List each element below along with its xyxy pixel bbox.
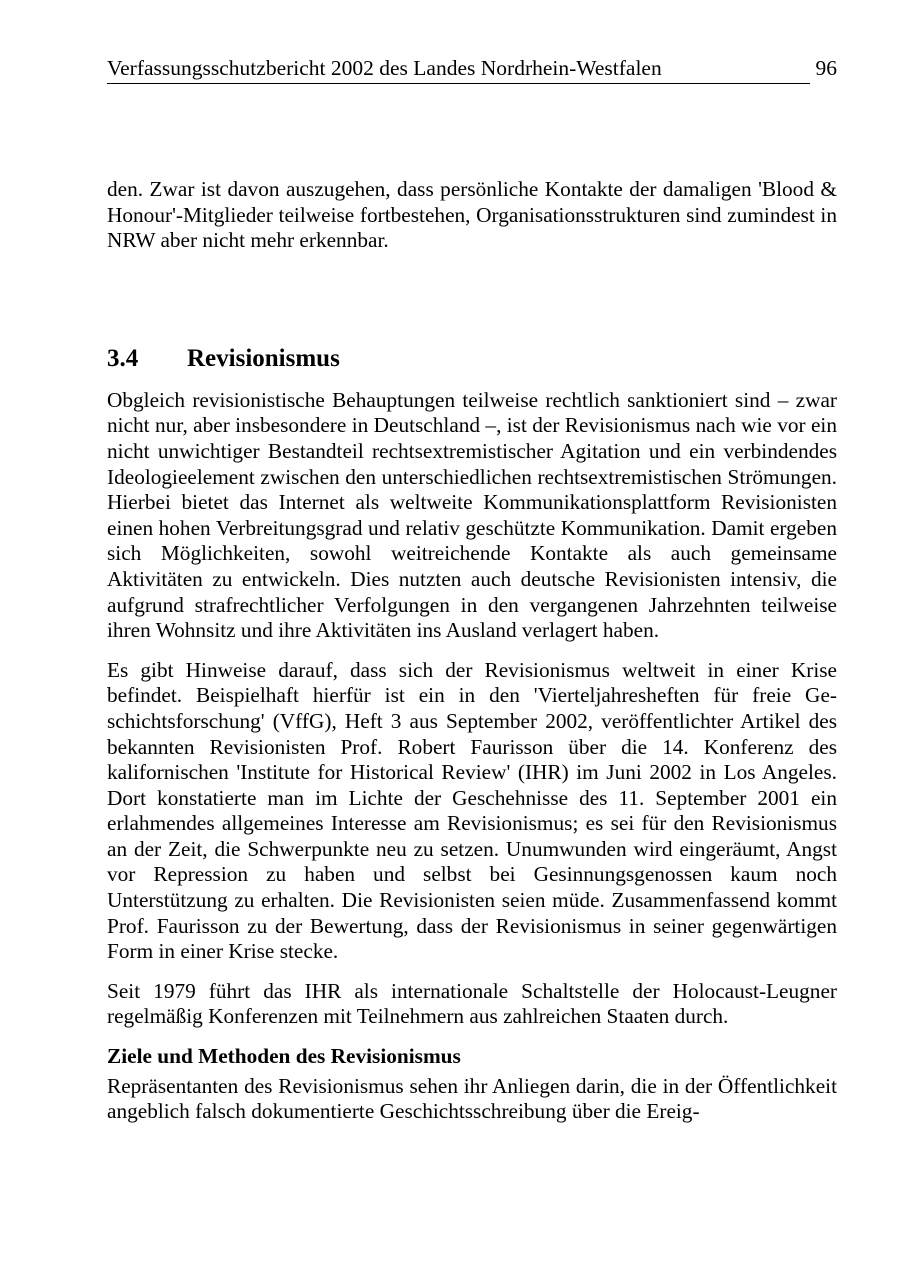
- body-paragraph-2: Es gibt Hinweise darauf, dass sich der Revisionismus weltweit in einer Krise befindet. Beispielhaft hierfür ist ein in den 'Vierteljahresheften für freie Geschichtsforschung' (VffG), Heft 3 aus September 2002, veröffentlichter Artikel des bekannten Revisionisten Prof. Robert Faurisson über die 14. Konferenz des kalifornischen 'Institute for Historical Review' (IHR) im Juni 2002 in Los Angeles. Dort konstatierte man im Lichte der Geschehnisse des 11. September 2001 ein erlahmendes allgemeines Interesse am Revisionismus; es sei für den Revisionismus an der Zeit, die Schwerpunkte neu zu setzen. Unumwunden wird eingeräumt, Angst vor Repression zu haben und selbst bei Gesinnungsgenossen kaum noch Unterstützung zu erhalten. Die Revisionisten seien müde. Zusammenfassend kommt Prof. Faurisson zu der Bewertung, dass der Revisionismus in seiner gegenwärtigen Form in einer Krise stecke.: [107, 657, 837, 964]
- section-title: Revisionismus: [187, 344, 340, 372]
- body-paragraph-4: Repräsentanten des Revisionismus sehen ihr Anliegen darin, die in der Öffentlichkeit angeblich falsch dokumentierte Geschichtsschreibung über die Ereig-: [107, 1073, 837, 1124]
- page-header: [107, 52, 837, 84]
- section-number: 3.4: [107, 344, 139, 372]
- running-header-title: Verfassungsschutzbericht 2002 des Landes Nordrhein-Westfalen: [107, 55, 810, 84]
- body-paragraph-1: Obgleich revisionistische Behauptungen teilweise rechtlich sanktioniert sind – zwar nicht nur, aber insbesondere in Deutschland –, ist der Revisionismus nach wie vor ein nicht unwichtiger Bestandteil rechtsextremistischer Agitation und ein verbindendes Ideologieelement zwischen den unterschiedlichen rechtsextremistischen Strömungen. Hierbei bietet das Internet als weltweite Kommunikationsplattform Revisionisten einen hohen Verbreitungsgrad und relativ geschützte Kommunikation. Damit ergeben sich Möglichkeiten, sowohl weitreichende Kontakte als auch gemeinsame Aktivitäten zu entwickeln. Dies nutzten auch deutsche Revisionisten intensiv, die aufgrund strafrechtlicher Verfolgungen in den vergangenen Jahrzehnten teilweise ihren Wohnsitz und ihre Aktivitäten ins Ausland verlagert haben.: [107, 387, 837, 643]
- body-paragraph-3: Seit 1979 führt das IHR als internationale Schaltstelle der Holocaust-Leugner regelmäßig Konferenzen mit Teilnehmern aus zahlreichen Staaten durch.: [107, 978, 837, 1029]
- section-heading: [107, 344, 837, 374]
- page-number: 96: [815, 56, 837, 80]
- page-body: [107, 177, 837, 1125]
- subheading: Ziele und Methoden des Revisionismus: [107, 1044, 461, 1069]
- intro-paragraph: den. Zwar ist davon auszugehen, dass persönliche Kontakte der damaligen 'Blood & Honour'-Mitglieder teilweise fortbestehen, Organisationsstrukturen sind zumindest in NRW aber nicht mehr erkennbar.: [107, 177, 837, 253]
